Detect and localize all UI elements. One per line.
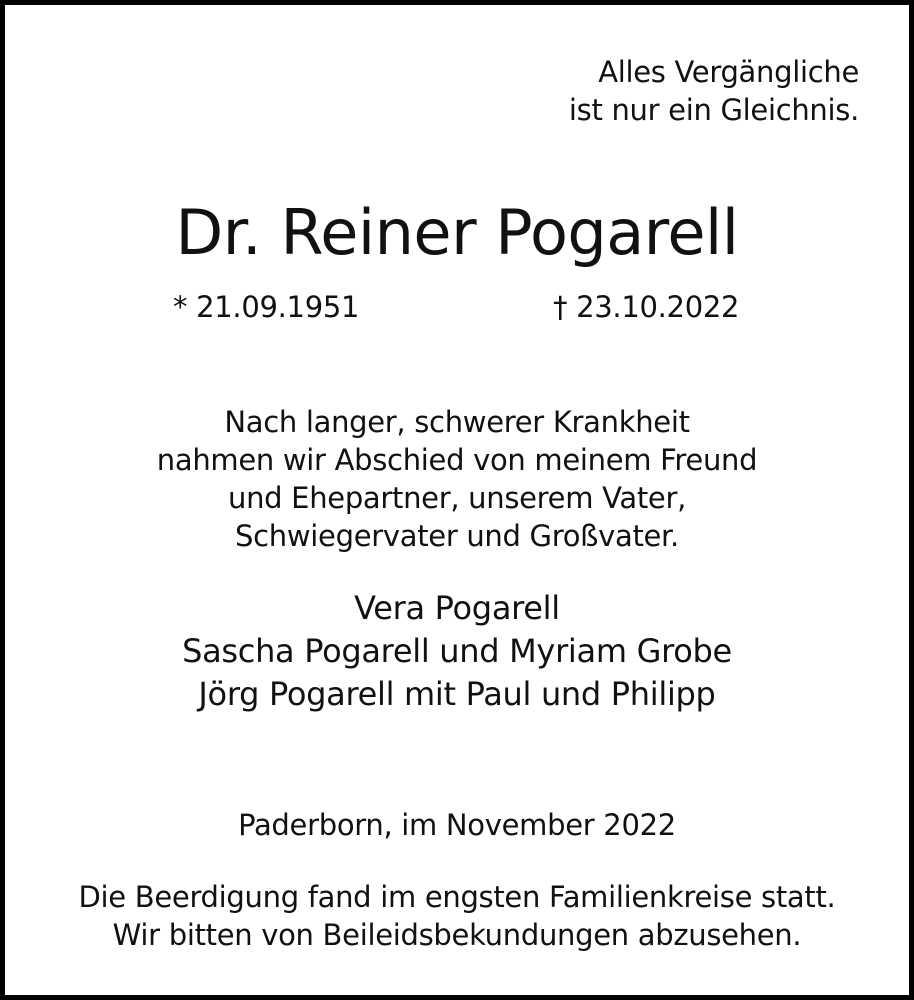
message-line: Nach langer, schwerer Krankheit	[224, 405, 690, 439]
message-line: nahmen wir Abschied von meinem Freund	[156, 443, 758, 477]
mourner: Sascha Pogarell und Myriam Grobe	[182, 632, 732, 670]
mourners-list	[5, 587, 909, 716]
message-line: und Ehepartner, unserem Vater,	[227, 481, 686, 515]
mourner: Vera Pogarell	[354, 589, 560, 627]
death-date: † 23.10.2022	[553, 290, 740, 324]
birth-date: * 21.09.1951	[173, 290, 360, 324]
deceased-name: Dr. Reiner Pogarell	[175, 196, 739, 269]
notice-line: Wir bitten von Beileidsbekundungen abzusehen.	[112, 918, 802, 952]
message-line: Schwiegervater und Großvater.	[235, 519, 679, 553]
notice-line: Die Beerdigung fand im engsten Familienkreise statt.	[78, 880, 836, 914]
mourner: Jörg Pogarell mit Paul und Philipp	[198, 675, 716, 713]
motto-line: ist nur ein Gleichnis.	[568, 93, 859, 127]
motto-quote	[459, 53, 859, 129]
place-and-date: Paderborn, im November 2022	[238, 808, 676, 842]
farewell-message	[5, 403, 909, 555]
motto-line: Alles Vergängliche	[598, 55, 859, 89]
funeral-notice	[5, 878, 909, 954]
